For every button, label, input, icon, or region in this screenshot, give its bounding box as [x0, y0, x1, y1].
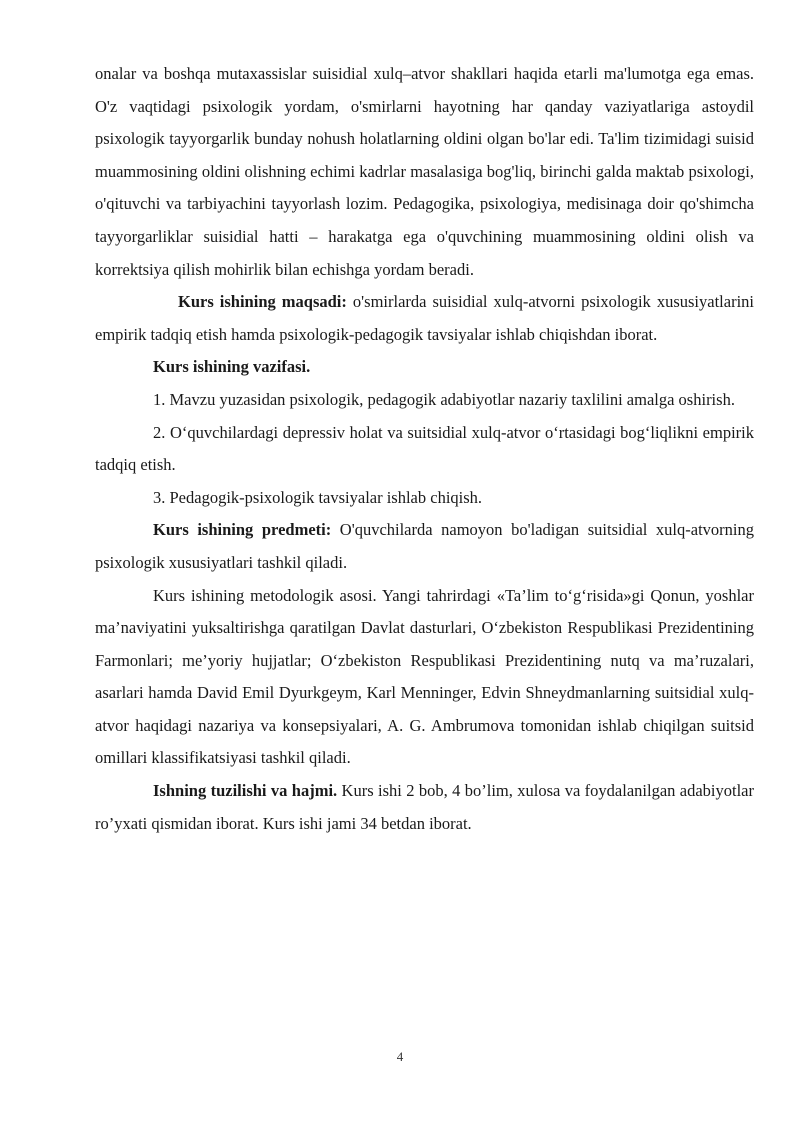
goal-paragraph — [95, 286, 754, 351]
goal-label: Kurs ishining maqsadi: — [178, 292, 347, 312]
task-item-3: 3. Pedagogik-psixologik tavsiyalar ishlab chiqish. — [153, 487, 483, 507]
goal-text: o'smirlarda suisidial xulq-atvorni psixologik xususiyatlarini empirik tadqiq etish hamda psixologik-pedagogik tavsiyalar ishlab chiqishdan iborat. — [95, 292, 754, 344]
structure-label: Ishning tuzilishi va hajmi. — [153, 781, 338, 801]
subject-text: O'quvchilarda namoyon bo'ladigan suitsidial xulq-atvorning psixologik xususiyatlari tashkil qiladi. — [95, 520, 754, 572]
methodology-paragraph: Kurs ishining metodologik asosi. Yangi tahrirdagi «Ta’lim to‘g‘risida»gi Qonun, yoshlar ma’naviyatini yuksaltirishga qaratilgan Davlat dasturlari, O‘zbekiston Respublikasi Prezidentining Farmonlari; me’yoriy hujjatlar; O‘zbekiston Respublikasi Prezidentining nutq va ma’ruzalari, asarlari hamda David Emil Dyurkgeym, Karl Menninger, Edvin Shneydmanlarning suitsidial xulq-atvor haqidagi nazariya va konsepsiyalari, A. G. Ambrumova tomonidan ishlab chiqilgan suitsid omillari klassifikatsiyasi tashkil qiladi. — [95, 585, 754, 768]
subject-label: Kurs ishining predmeti: — [153, 520, 332, 540]
body-text — [95, 58, 754, 840]
tasks-heading-text: Kurs ishining vazifasi. — [153, 357, 311, 377]
subject-paragraph — [95, 514, 754, 579]
intro-paragraph: onalar va boshqa mutaxassislar suisidial xulq–atvor shakllari haqida etarli ma'lumotga ega emas. O'z vaqtidagi psixologik yordam, o'smirlarni hayotning har qanday vaziyatlariga astoydil psixologik tayyorgarlik bunday nohush holatlarning oldini olgan bo'lar edi. Ta'lim tizimidagi suisid muammosining oldini olishning echimi kadrlar masalasiga bog'liq, birinchi galda maktab psixologi, o'qituvchi va tarbiyachini tayyorlash lozim. Pedagogika, psixologiya, medisinaga doir qo'shimcha tayyorgarliklar suisidial hatti – harakatga ega o'quvchining muammosining oldini olish va korrektsiya qilish mohirlik bilan echishga yordam beradi. — [95, 64, 754, 279]
page-number: 4 — [396, 1049, 404, 1064]
task-item-1: 1. Mavzu yuzasidan psixologik, pedagogik adabiyotlar nazariy taxlilini amalga oshirish. — [153, 389, 735, 409]
structure-text: Kurs ishi 2 bob, 4 bo’lim, xulosa va foydalanilgan adabiyotlar ro’yxati qismidan iborat. Kurs ishi jami 34 betdan iborat. — [95, 781, 755, 833]
task-item-2: 2. O‘quvchilardagi depressiv holat va suitsidial xulq-atvor o‘rtasidagi bog‘liqlikni empirik tadqiq etish. — [95, 422, 754, 475]
tasks-heading — [95, 351, 754, 384]
structure-paragraph — [95, 775, 754, 840]
